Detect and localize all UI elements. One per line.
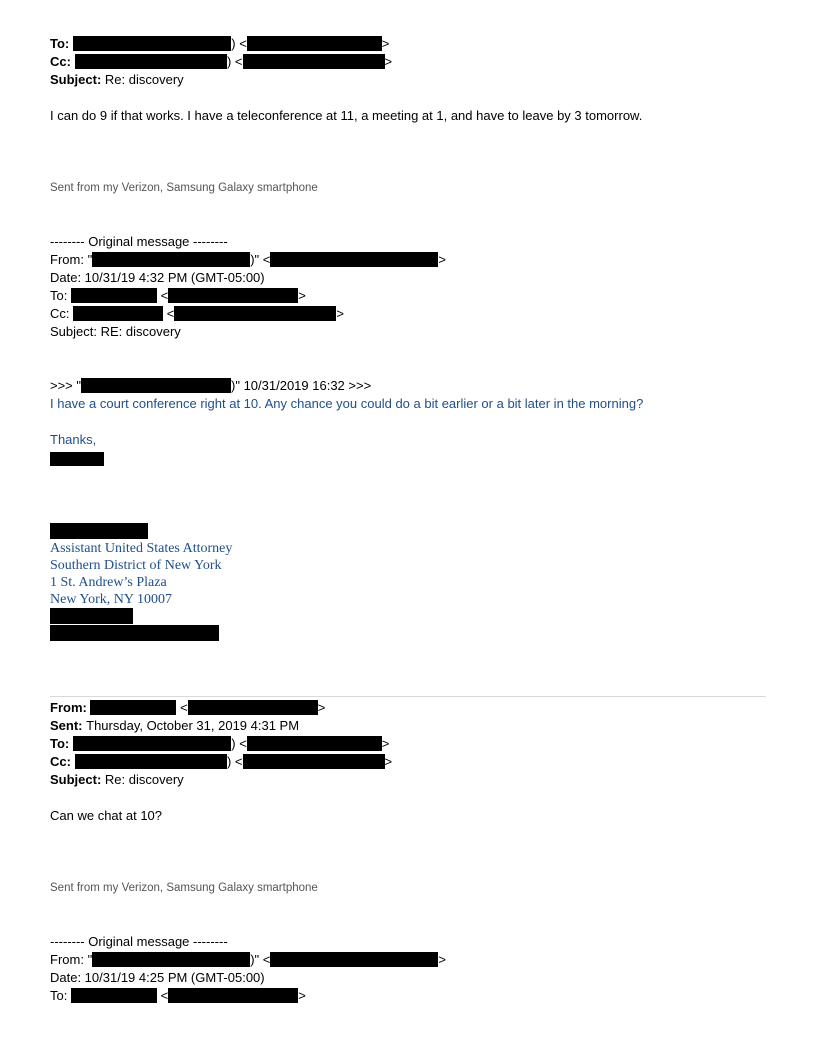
sent-label: Sent: — [50, 718, 83, 733]
quoted-header — [50, 377, 371, 395]
redaction — [71, 288, 157, 303]
cc-label: Cc: — [50, 306, 70, 321]
to-label: To: — [50, 988, 68, 1003]
from-label: From: — [50, 952, 84, 967]
redaction — [75, 754, 227, 769]
message-separator — [50, 696, 766, 697]
redaction — [243, 754, 385, 769]
punct: )" < — [250, 252, 271, 267]
punct: > — [317, 700, 326, 715]
redaction — [50, 523, 148, 539]
original2-date: Date: 10/31/19 4:25 PM (GMT-05:00) — [50, 970, 265, 985]
punct: > — [381, 736, 390, 751]
quoted-thanks: Thanks, — [50, 432, 97, 447]
redaction — [174, 306, 336, 321]
original1-subject: Subject: RE: discovery — [50, 324, 181, 339]
to-label: To: — [50, 736, 70, 751]
email2-body: Can we chat at 10? — [50, 808, 163, 823]
redaction — [50, 608, 133, 624]
redaction — [270, 952, 438, 967]
original2-to-line — [50, 987, 306, 1005]
original1-divider: -------- Original message -------- — [50, 234, 228, 249]
quoted-body: I have a court conference right at 10. Any chance you could do a bit earlier or a bit later in the morning? — [50, 396, 644, 411]
redaction — [168, 988, 298, 1003]
punct: > — [298, 288, 306, 303]
original1-to-line — [50, 287, 306, 305]
punct: ) < — [226, 754, 243, 769]
punct: " — [87, 252, 93, 267]
signature-title: Assistant United States Attorney — [50, 541, 233, 556]
email2-signature: Sent from my Verizon, Samsung Galaxy smartphone — [50, 882, 318, 894]
email1-subject: Re: discovery — [104, 72, 184, 87]
subject-label: Subject: — [50, 72, 102, 87]
redaction — [92, 252, 250, 267]
redaction — [243, 54, 385, 69]
punct: " — [87, 952, 93, 967]
email1-to-line — [50, 35, 389, 53]
original2-from-line — [50, 951, 446, 969]
redaction — [168, 288, 298, 303]
punct: > — [438, 252, 446, 267]
redaction — [71, 988, 157, 1003]
email2-from-line — [50, 699, 325, 717]
email2-to-line — [50, 735, 389, 753]
cc-label: Cc: — [50, 754, 71, 769]
punct: ) < — [226, 54, 243, 69]
redaction — [247, 36, 382, 51]
redaction — [73, 36, 231, 51]
email1-body: I can do 9 if that works. I have a teleconference at 11, a meeting at 1, and have to leave by 3 tomorrow. — [50, 108, 643, 123]
email2-sent-line — [50, 717, 299, 735]
signature-office: Southern District of New York — [50, 558, 222, 573]
cc-label: Cc: — [50, 54, 71, 69]
from-label: From: — [50, 700, 87, 715]
punct: ) < — [231, 36, 247, 51]
punct: > — [381, 36, 390, 51]
punct: >>> " — [50, 378, 82, 393]
email1-subject-line — [50, 71, 184, 89]
redaction — [50, 625, 219, 641]
from-label: From: — [50, 252, 84, 267]
redaction — [50, 452, 104, 466]
punct: < — [180, 700, 188, 715]
email1-signature: Sent from my Verizon, Samsung Galaxy smartphone — [50, 182, 318, 194]
redaction — [73, 736, 231, 751]
punct: > — [384, 54, 393, 69]
email2-subject: Re: discovery — [104, 772, 184, 787]
redaction — [90, 700, 176, 715]
original1-date: Date: 10/31/19 4:32 PM (GMT-05:00) — [50, 270, 265, 285]
email2-subject-line — [50, 771, 184, 789]
subject-label: Subject: — [50, 772, 102, 787]
redaction — [75, 54, 227, 69]
redaction — [270, 252, 438, 267]
to-label: To: — [50, 288, 68, 303]
original1-cc-line — [50, 305, 344, 323]
redaction — [73, 306, 163, 321]
redaction — [81, 378, 231, 393]
to-label: To: — [50, 36, 70, 51]
original2-divider: -------- Original message -------- — [50, 934, 228, 949]
redaction — [92, 952, 250, 967]
redaction — [247, 736, 382, 751]
punct: > — [438, 952, 446, 967]
punct: < — [160, 988, 169, 1003]
original1-from-line — [50, 251, 446, 269]
punct: > — [336, 306, 344, 321]
email1-cc-line — [50, 53, 392, 71]
email2-cc-line — [50, 753, 392, 771]
punct: )" < — [250, 952, 271, 967]
punct: < — [160, 288, 169, 303]
signature-city: New York, NY 10007 — [50, 592, 172, 607]
redaction — [188, 700, 318, 715]
punct: )" 10/31/2019 16:32 >>> — [231, 378, 372, 393]
punct: > — [298, 988, 306, 1003]
signature-street: 1 St. Andrew’s Plaza — [50, 575, 167, 590]
punct: ) < — [231, 736, 247, 751]
email2-sent: Thursday, October 31, 2019 4:31 PM — [86, 718, 300, 733]
punct: < — [166, 306, 175, 321]
punct: > — [384, 754, 393, 769]
